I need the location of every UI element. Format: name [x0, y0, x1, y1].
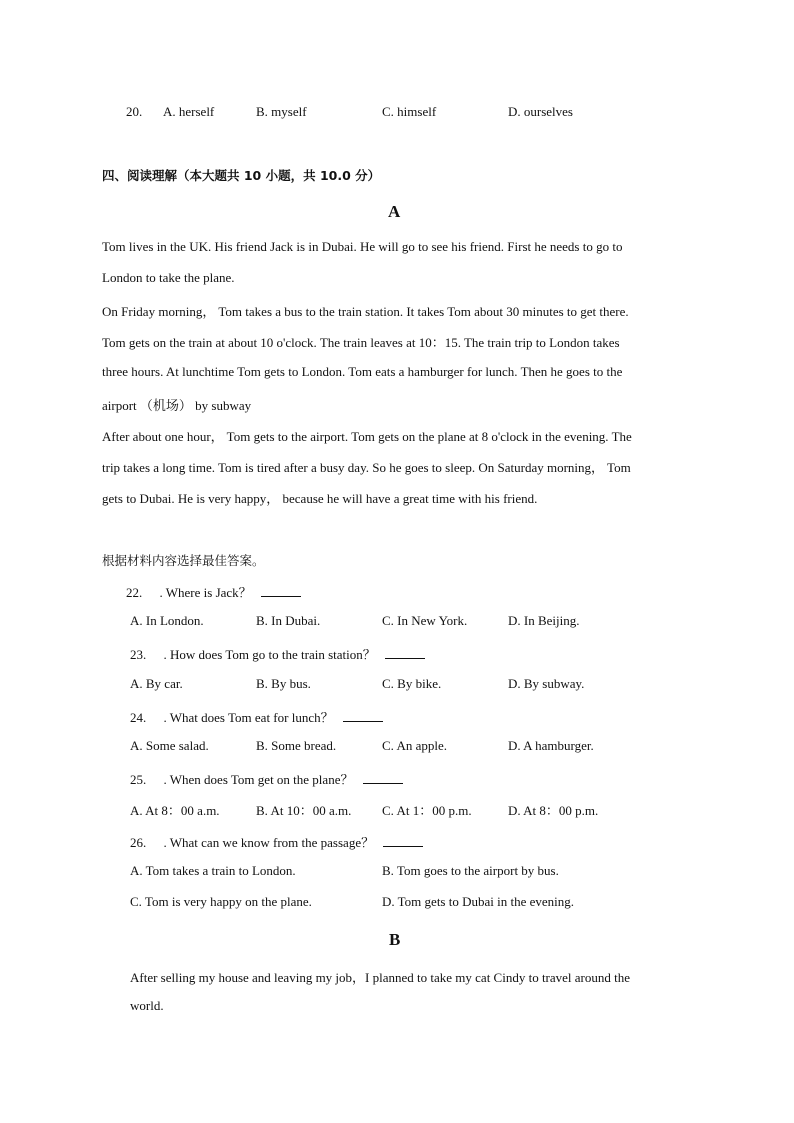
option-a: A. In London. — [130, 613, 204, 628]
passage-line: three hours. At lunchtime Tom gets to London. Tom eats a hamburger for lunch. Then he goes to the — [102, 364, 623, 379]
question-stem — [130, 707, 383, 726]
passage-line: Tom lives in the UK. His friend Jack is in Dubai. He will go to see his friend. First he needs to go to — [102, 239, 623, 254]
answer-blank[interactable] — [261, 585, 301, 597]
question-number: 26. — [130, 835, 147, 850]
option-b: B. myself — [256, 104, 307, 119]
passage-b-title: B — [389, 930, 401, 949]
option-a: A. By car. — [130, 676, 183, 691]
option-d: D. At 8：00 p.m. — [508, 803, 599, 818]
option-c: C. Tom is very happy on the plane. — [130, 894, 312, 909]
question-stem — [130, 832, 423, 851]
passage-line: trip takes a long time. Tom is tired after a busy day. So he goes to sleep. On Saturday morning， Tom — [102, 460, 631, 475]
option-a: A. Some salad. — [130, 738, 209, 753]
option-d: D. ourselves — [508, 104, 573, 119]
question-number: 25. — [130, 772, 147, 787]
answer-blank[interactable] — [383, 835, 423, 847]
option-a: A. herself — [163, 104, 215, 119]
section-heading: 四、阅读理解（本大题共 10 小题，共 10.0 分） — [102, 168, 381, 183]
question-number: 20. — [126, 104, 143, 119]
option-a: A. At 8：00 a.m. — [130, 803, 220, 818]
passage-line: airport （机场） by subway — [102, 398, 252, 413]
option-b: B. In Dubai. — [256, 613, 321, 628]
passage-a-title: A — [388, 202, 401, 221]
question-text: . What can we know from the passage？ — [163, 835, 375, 850]
question-number: 24. — [130, 710, 147, 725]
question-text: . What does Tom eat for lunch？ — [163, 710, 334, 725]
answer-blank[interactable] — [343, 710, 383, 722]
option-c: C. In New York. — [382, 613, 468, 628]
instruction: 根据材料内容选择最佳答案。 — [102, 553, 265, 568]
question-text: . Where is Jack？ — [159, 585, 252, 600]
option-c: C. himself — [382, 104, 437, 119]
option-c: C. At 1：00 p.m. — [382, 803, 472, 818]
passage-line: On Friday morning， Tom takes a bus to the train station. It takes Tom about 30 minutes to get there. — [102, 304, 629, 319]
option-b: B. Tom goes to the airport by bus. — [382, 863, 559, 878]
option-d: D. A hamburger. — [508, 738, 594, 753]
passage-line: After about one hour， Tom gets to the airport. Tom gets on the plane at 8 o'clock in the evening. The — [102, 429, 632, 444]
question-number: 22. — [126, 585, 143, 600]
option-b: B. Some bread. — [256, 738, 337, 753]
passage-line: London to take the plane. — [102, 270, 235, 285]
passage-line: After selling my house and leaving my job，I planned to take my cat Cindy to travel around the — [130, 970, 631, 985]
option-c: C. An apple. — [382, 738, 447, 753]
passage-line: Tom gets on the train at about 10 o'clock. The train leaves at 10：15. The train trip to London takes — [102, 335, 620, 350]
option-d: D. By subway. — [508, 676, 585, 691]
answer-blank[interactable] — [363, 772, 403, 784]
question-stem — [130, 769, 403, 788]
option-b: B. At 10：00 a.m. — [256, 803, 352, 818]
question-text: . When does Tom get on the plane？ — [163, 772, 354, 787]
question-stem — [126, 582, 301, 601]
passage-line: gets to Dubai. He is very happy， because he will have a great time with his friend. — [102, 491, 538, 506]
question-stem — [130, 644, 425, 663]
option-d: D. Tom gets to Dubai in the evening. — [382, 894, 575, 909]
option-b: B. By bus. — [256, 676, 311, 691]
answer-blank[interactable] — [385, 647, 425, 659]
question-number: 23. — [130, 647, 147, 662]
option-c: C. By bike. — [382, 676, 442, 691]
passage-line: world. — [130, 998, 164, 1013]
option-d: D. In Beijing. — [508, 613, 580, 628]
option-a: A. Tom takes a train to London. — [130, 863, 296, 878]
question-text: . How does Tom go to the train station？ — [163, 647, 376, 662]
